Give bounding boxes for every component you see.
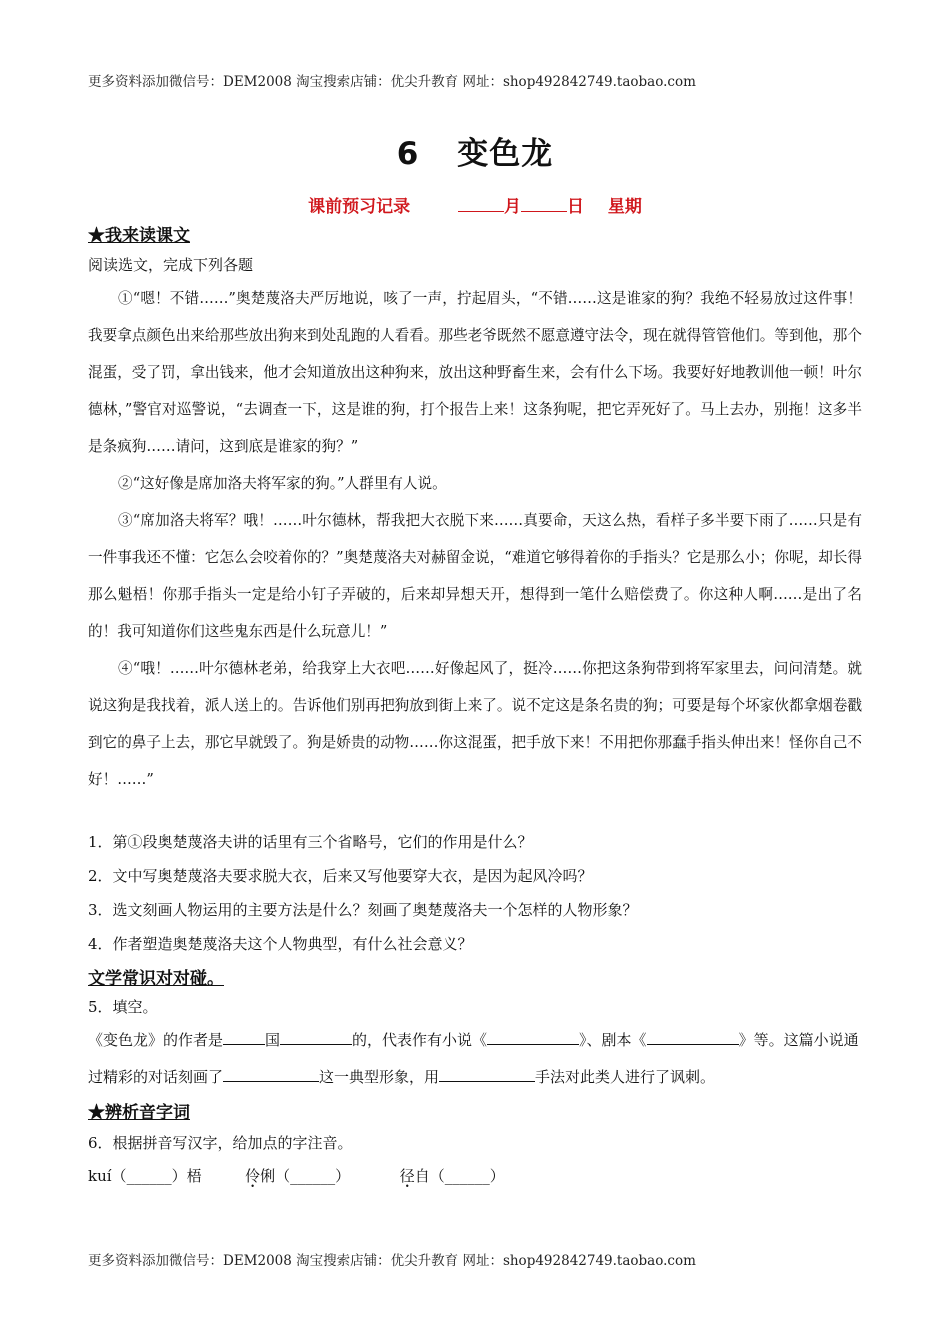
day-blank — [521, 197, 567, 212]
reading-instruction: 阅读选文，完成下列各题 — [88, 256, 254, 274]
blank-technique[interactable] — [439, 1066, 535, 1082]
reading-passage — [88, 280, 862, 798]
fill-text: 》等。这篇小说通过精彩的对话刻画了 — [88, 1031, 859, 1086]
lesson-title: 变色龙 — [457, 136, 554, 172]
fill-text: 》、剧本《 — [579, 1031, 647, 1049]
blank-character[interactable] — [223, 1066, 319, 1082]
fill-in-paragraph — [88, 1022, 862, 1096]
page-footer: 更多资料添加微信号：DEM2008 淘宝搜索店铺：优尖升教育 网址：shop492842749.taobao.com — [88, 1253, 696, 1269]
blank-author[interactable] — [280, 1029, 352, 1045]
fill-text: 国 — [265, 1031, 281, 1049]
question-3: 3．选文刻画人物运用的主要方法是什么？刻画了奥楚蔑洛夫一个怎样的人物形象？ — [88, 901, 638, 919]
question-6: 6．根据拼音写汉字，给加点的字注音。 — [88, 1134, 353, 1152]
fill-text: 的，代表作有小说《 — [352, 1031, 488, 1049]
month-label: 月 — [504, 197, 521, 217]
pinyin-item-1: kuí（______）梧 — [88, 1167, 202, 1185]
fill-text: 《变色龙》的作者是 — [88, 1031, 224, 1049]
preview-record-line — [0, 192, 950, 217]
pinyin-row — [88, 1165, 505, 1186]
preview-record-label: 课前预习记录 — [308, 197, 411, 217]
section-heading-literature: 文学常识对对碰。 — [88, 969, 224, 989]
question-4: 4．作者塑造奥楚蔑洛夫这个人物典型，有什么社会意义？ — [88, 935, 473, 953]
pinyin-item-3: 径自（______） — [399, 1167, 505, 1185]
day-label: 日 — [567, 197, 584, 217]
page-title — [0, 128, 950, 173]
page-header: 更多资料添加微信号：DEM2008 淘宝搜索店铺：优尖升教育 网址：shop492842749.taobao.com — [88, 74, 696, 90]
passage-paragraph-4: ④“哦！……叶尔德林老弟，给我穿上大衣吧……好像起风了，挺冷……你把这条狗带到将军家里去，问问清楚。就说这狗是我找着，派人送上的。告诉他们别再把狗放到街上来了。说不定这是条名贵的狗；可要是每个坏家伙都拿烟卷戳到它的鼻子上去，那它早就毁了。狗是娇贵的动物……你这混蛋，把手放下来！不用把你那蠢手指头伸出来！怪你自己不好！……” — [88, 660, 862, 788]
passage-paragraph-3: ③“席加洛夫将军？哦！……叶尔德林，帮我把大衣脱下来……真要命，天这么热，看样子多半要下雨了……只是有一件事我还不懂：它怎么会咬着你的？”奥楚蔑洛夫对赫留金说，“难道它够得着你的手指头？它是那么小；你呢，却长得那么魁梧！你那手指头一定是给小钉子弄破的，后来却异想天开，想得到一笔什么赔偿费了。你这种人啊……是出了名的！我可知道你们这些鬼东西是什么玩意儿！” — [88, 512, 862, 640]
question-2: 2．文中写奥楚蔑洛夫要求脱大衣，后来又写他要穿大衣，是因为起风冷吗？ — [88, 867, 593, 885]
question-5: 5．填空。 — [88, 998, 158, 1016]
blank-play[interactable] — [647, 1029, 739, 1045]
blank-country[interactable] — [223, 1029, 265, 1045]
section-heading-reading: ★我来读课文 — [88, 226, 190, 246]
month-blank — [458, 197, 504, 212]
fill-text: 手法对此类人进行了讽刺。 — [535, 1068, 716, 1086]
lesson-number: 6 — [396, 136, 420, 172]
blank-novel[interactable] — [487, 1029, 579, 1045]
section-heading-pronunciation: ★辨析音字词 — [88, 1103, 190, 1123]
weekday-label: 星期 — [607, 197, 642, 217]
question-1: 1．第①段奥楚蔑洛夫讲的话里有三个省略号，它们的作用是什么？ — [88, 833, 533, 851]
pinyin-item-2: 伶俐（______） — [245, 1167, 351, 1185]
passage-paragraph-2: ②“这好像是席加洛夫将军家的狗。”人群里有人说。 — [118, 475, 447, 492]
passage-paragraph-1: ①“嗯！不错……”奥楚蔑洛夫严厉地说，咳了一声，拧起眉头，“不错……这是谁家的狗？我绝不轻易放过这件事！我要拿点颜色出来给那些放出狗来到处乱跑的人看看。那些老爷既然不愿意遵守法令，现在就得管管他们。等到他，那个混蛋，受了罚，拿出钱来，他才会知道放出这种狗来，放出这种野畜生来，会有什么下场。我要好好地教训他一顿！叶尔德林，”警官对巡警说，“去调查一下，这是谁的狗，打个报告上来！这条狗呢，把它弄死好了。马上去办，别拖！这多半是条疯狗……请问，这到底是谁家的狗？” — [88, 290, 862, 455]
fill-text: 这一典型形象，用 — [319, 1068, 440, 1086]
